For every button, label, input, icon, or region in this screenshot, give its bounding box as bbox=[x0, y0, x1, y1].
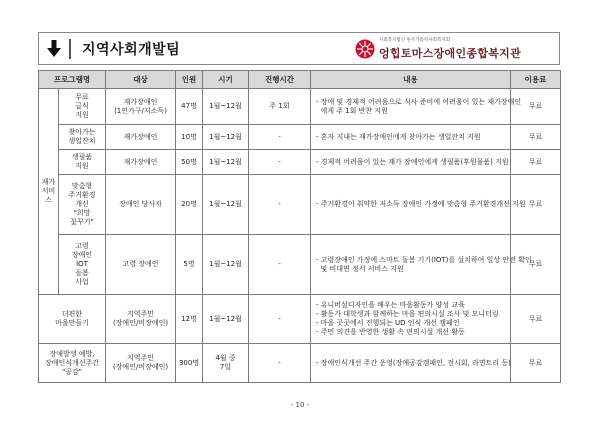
content-cell: - 장애인식개선 주간 운영(장애공감캠페인, 전시회, 라면트리 등) bbox=[311, 344, 511, 383]
table-row bbox=[39, 125, 561, 150]
header-period: 시기 bbox=[203, 71, 249, 89]
time-cell: - bbox=[249, 125, 311, 150]
period-cell: 1월~12월 bbox=[203, 175, 249, 235]
header-program: 프로그램명 bbox=[39, 71, 106, 89]
content-cell: - 장애 및 경제적 어려움으로 식사 준비에 어려움이 있는 재가장애인 에게 주 1회 반찬 지원 bbox=[311, 89, 511, 125]
content-cell: - 혼자 지내는 재가장애인에게 찾아가는 생일잔치 지원 bbox=[311, 125, 511, 150]
period-cell: 4월 중 7일 bbox=[203, 344, 249, 383]
target-cell: 재가장애인 (1인가구/저소득) bbox=[106, 89, 176, 125]
cross-emblem-icon bbox=[355, 39, 375, 59]
time-cell: - bbox=[249, 150, 311, 175]
group-label: 재가 서비스 bbox=[39, 89, 59, 295]
fee-cell: 무료 bbox=[511, 125, 561, 150]
program-name: 무료 급식 지원 bbox=[59, 89, 106, 125]
time-cell: - bbox=[249, 175, 311, 235]
arrow-down-icon bbox=[47, 40, 61, 57]
target-cell: 지역주민 (장애인/비장애인) bbox=[106, 344, 176, 383]
time-cell: 주 1회 bbox=[249, 89, 311, 125]
period-cell: 1월~12월 bbox=[203, 89, 249, 125]
target-cell: 지역주민 (장애인/비장애인) bbox=[106, 295, 176, 344]
header-divider bbox=[69, 39, 71, 59]
program-name: 장애발생 예방, 장애인식개선주간 "공감" bbox=[39, 344, 106, 383]
content-cell: - 고령장애인 가정에 스마트 돌봄 기기(IOT)를 설치하여 일상 안전 확인 및 비대면 정서 서비스 지원 bbox=[311, 235, 511, 295]
section-header bbox=[38, 32, 560, 65]
fee-cell: 무료 bbox=[511, 295, 561, 344]
table-row bbox=[39, 175, 561, 235]
time-cell: - bbox=[249, 295, 311, 344]
content-cell: - 주거환경이 취약한 저소득 장애인 가정에 맞춤형 주거환경개선 지원 bbox=[311, 175, 511, 235]
people-cell: 5명 bbox=[176, 235, 203, 295]
program-name: 고령 장애인 IOT 돌봄 사업 bbox=[59, 235, 106, 295]
period-cell: 1월~12월 bbox=[203, 295, 249, 344]
header-people: 인원 bbox=[176, 71, 203, 89]
program-name: 더편한 마을만들기 bbox=[39, 295, 106, 344]
period-cell: 1월~12월 bbox=[203, 235, 249, 295]
target-cell: 장애인 당사자 bbox=[106, 175, 176, 235]
page-title: 지역사회개발팀 bbox=[82, 42, 181, 58]
logo-subtitle: 사회복지법인 원주가톨릭사회복지회 bbox=[379, 38, 450, 43]
people-cell: 12명 bbox=[176, 295, 203, 344]
people-cell: 47명 bbox=[176, 89, 203, 125]
target-cell: 고령 장애인 bbox=[106, 235, 176, 295]
program-name: 생필품 지원 bbox=[59, 150, 106, 175]
fee-cell: 무료 bbox=[511, 150, 561, 175]
period-cell: 1월~12월 bbox=[203, 150, 249, 175]
fee-cell: 무료 bbox=[511, 89, 561, 125]
header-time: 진행시간 bbox=[249, 71, 311, 89]
content-cell: - 유니버설디자인을 배우는 마을활동가 양성 교육 - 활동가 대학생과 함께하는 마을 편의시설 조사 및 모니터링 - 마을 곳곳에서 진행되는 UD 인식 개선 캠페인 - 주민 의견을 반영한 생활 속 편의시설 개선 활동 bbox=[311, 295, 511, 344]
organization-logo bbox=[353, 36, 553, 63]
header-fee: 이용료 bbox=[511, 71, 561, 89]
fee-cell: 무료 bbox=[511, 235, 561, 295]
time-cell: - bbox=[249, 235, 311, 295]
program-name: 찾아가는 생일잔치 bbox=[59, 125, 106, 150]
people-cell: 10명 bbox=[176, 125, 203, 150]
logo-name: 엉힙토마스장애인종합복지관 bbox=[379, 47, 522, 60]
page-number: - 10 - bbox=[290, 401, 310, 409]
table-header-row bbox=[39, 71, 561, 89]
table-row bbox=[39, 235, 561, 295]
table-row bbox=[39, 89, 561, 125]
content-cell: - 경제적 어려움이 있는 재가 장애인에게 생필품(후원물품) 지원 bbox=[311, 150, 511, 175]
table-row bbox=[39, 295, 561, 344]
time-cell: - bbox=[249, 344, 311, 383]
header-content: 내용 bbox=[311, 71, 511, 89]
program-name: 맞춤형 주거환경 개선 "희망 꽃꾸기" bbox=[59, 175, 106, 235]
header-target: 대상 bbox=[106, 71, 176, 89]
people-cell: 300명 bbox=[176, 344, 203, 383]
table-row bbox=[39, 150, 561, 175]
period-cell: 1월~12월 bbox=[203, 125, 249, 150]
fee-cell: 무료 bbox=[511, 175, 561, 235]
table-row bbox=[39, 344, 561, 383]
people-cell: 50명 bbox=[176, 150, 203, 175]
fee-cell: 무료 bbox=[511, 344, 561, 383]
target-cell: 재가장애인 bbox=[106, 125, 176, 150]
people-cell: 20명 bbox=[176, 175, 203, 235]
program-table bbox=[38, 70, 561, 383]
target-cell: 재가장애인 bbox=[106, 150, 176, 175]
